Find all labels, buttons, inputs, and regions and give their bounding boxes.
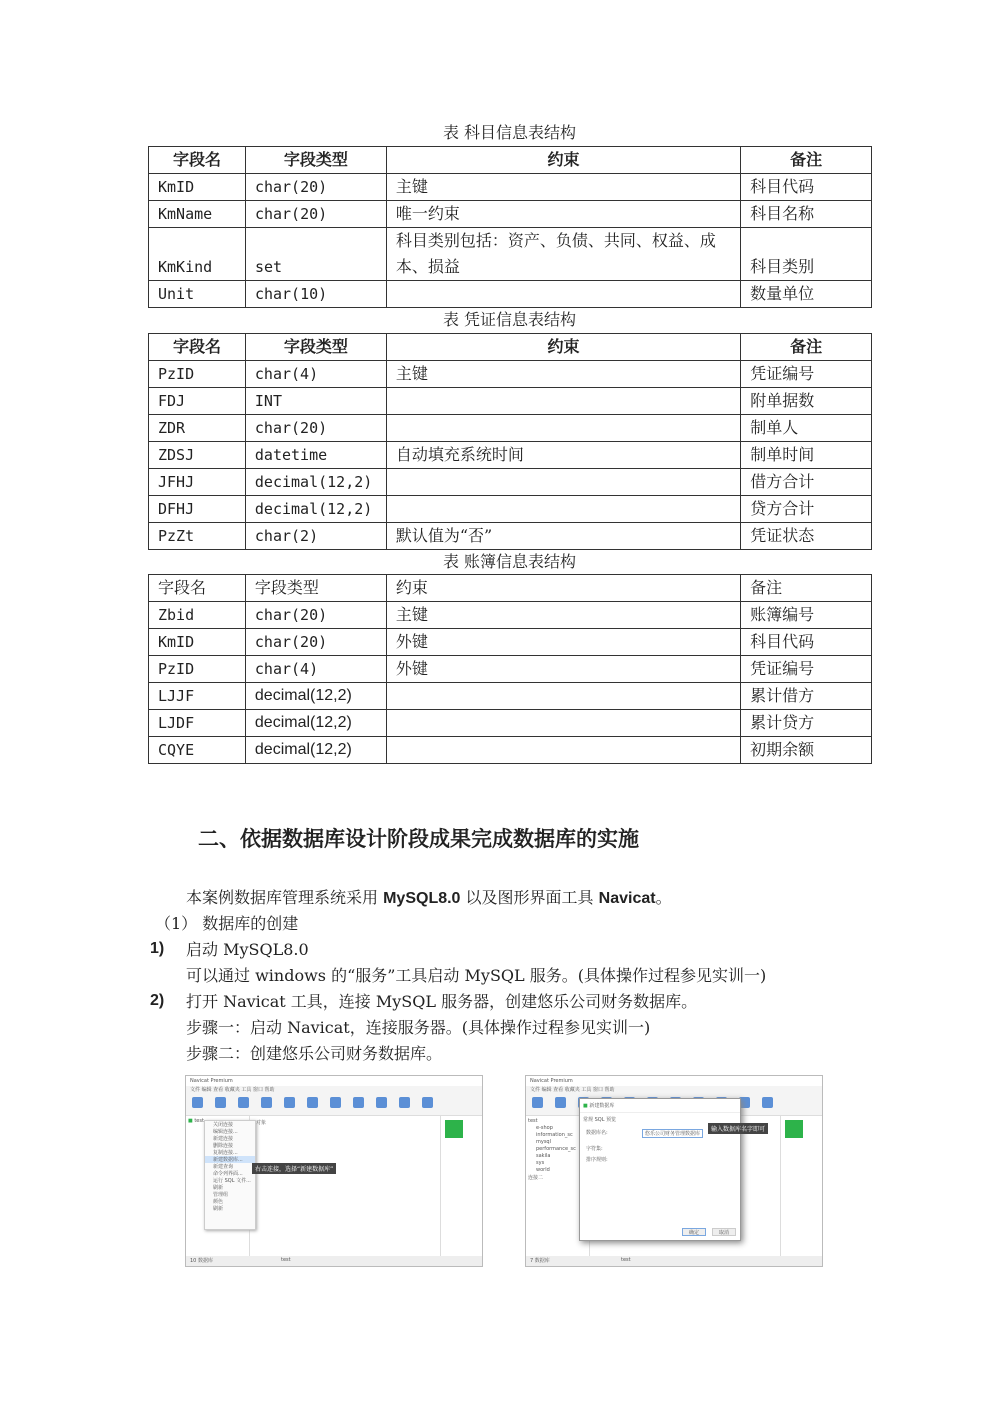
- table-row: [149, 281, 872, 308]
- table-cell: [386, 683, 740, 710]
- table-cell: LJDF: [149, 710, 246, 737]
- info-panel: [440, 1116, 482, 1256]
- table-cell: decimal(12,2): [245, 737, 386, 764]
- context-menu: [204, 1120, 256, 1230]
- table-cell: Unit: [149, 281, 246, 308]
- table-cell: char(20): [245, 415, 386, 442]
- toolbar: [186, 1094, 482, 1116]
- table-cell: PzID: [149, 361, 246, 388]
- table-row: [149, 629, 872, 656]
- table-cell: KmKind: [149, 228, 246, 281]
- table-cell: PzID: [149, 656, 246, 683]
- mysql-logo: [445, 1120, 463, 1138]
- table-cell: set: [245, 228, 386, 281]
- context-menu-item[interactable]: 删除连接: [213, 1143, 234, 1149]
- window-title: Navicat Premium: [530, 1078, 573, 1084]
- object-tab: 对象: [256, 1120, 267, 1126]
- context-menu-item[interactable]: 关闭连接: [213, 1122, 234, 1128]
- table-cell: decimal(12,2): [245, 469, 386, 496]
- context-menu-item[interactable]: 复制连接...: [213, 1150, 238, 1156]
- header-row: [149, 334, 872, 361]
- item-number: 1): [150, 940, 165, 957]
- step-2: 打开 Navicat 工具，连接 MySQL 服务器，创建悠乐公司财务数据库。: [186, 992, 698, 1011]
- navicat-screenshot-1: [185, 1075, 483, 1267]
- table-cell: INT: [245, 388, 386, 415]
- cancel-button[interactable]: 取消: [712, 1228, 736, 1236]
- table-cell: 账簿编号: [741, 602, 872, 629]
- context-menu-item[interactable]: 新建查询: [213, 1164, 234, 1170]
- tree-item[interactable]: world: [536, 1167, 550, 1173]
- table-row: [149, 388, 872, 415]
- callout: 右击连接，选择“新建数据库”: [252, 1163, 336, 1174]
- table-cell: [386, 496, 740, 523]
- context-menu-item[interactable]: 刷新: [213, 1206, 224, 1212]
- table-cell: ZDSJ: [149, 442, 246, 469]
- table-cell: char(4): [245, 656, 386, 683]
- column-header: 字段名: [149, 147, 246, 174]
- tree-item[interactable]: sys: [536, 1160, 545, 1166]
- header-row: [149, 147, 872, 174]
- table-cell: [386, 415, 740, 442]
- callout: 输入数据库名字即可: [708, 1123, 768, 1134]
- table-cell: 主键: [386, 361, 740, 388]
- table-cell: char(20): [245, 629, 386, 656]
- table-cell: decimal(12,2): [245, 710, 386, 737]
- table-cell: KmName: [149, 201, 246, 228]
- info-panel: [780, 1116, 822, 1256]
- tree-item[interactable]: test: [528, 1118, 538, 1124]
- context-menu-item[interactable]: 颜色: [213, 1199, 224, 1205]
- column-header: 备注: [741, 147, 872, 174]
- tree-item[interactable]: e-shop: [536, 1125, 553, 1131]
- connection-tree: ■ test: [186, 1116, 250, 1256]
- tree-item[interactable]: performance_sc: [536, 1146, 576, 1152]
- tree-item[interactable]: information_sc: [536, 1132, 573, 1138]
- status-conn: test: [281, 1257, 291, 1263]
- table-cell: 自动填充系统时间: [386, 442, 740, 469]
- column-header: 约束: [386, 147, 740, 174]
- table-cell: 外键: [386, 629, 740, 656]
- column-header: 约束: [386, 575, 740, 602]
- table-cell: ZDR: [149, 415, 246, 442]
- table-cell: 科目代码: [741, 174, 872, 201]
- context-menu-item[interactable]: 刷新: [213, 1185, 224, 1191]
- menu-bar: 文件 编辑 查看 收藏夹 工具 窗口 帮助: [526, 1086, 822, 1094]
- table-cell: [386, 710, 740, 737]
- table-row: [149, 201, 872, 228]
- context-menu-item[interactable]: 管理组: [213, 1192, 229, 1198]
- table-cell: 科目类别包括：资产、负债、共同、权益、成本、损益: [386, 228, 740, 281]
- table-cell: LJJF: [149, 683, 246, 710]
- table-row: [149, 523, 872, 550]
- tree-item[interactable]: 连接二: [528, 1175, 544, 1181]
- table-cell: CQYE: [149, 737, 246, 764]
- column-header: 字段类型: [245, 334, 386, 361]
- table-cell: 凭证编号: [741, 361, 872, 388]
- table-row: [149, 602, 872, 629]
- table-row: [149, 174, 872, 201]
- status-text: 10 数据库: [190, 1258, 213, 1264]
- context-menu-item[interactable]: 命令列界面...: [213, 1171, 243, 1177]
- table-row: [149, 710, 872, 737]
- table-cell: char(4): [245, 361, 386, 388]
- context-menu-item[interactable]: 新建数据库...: [205, 1156, 255, 1163]
- substep-1: 步骤一：启动 Navicat，连接服务器。(具体操作过程参见实训一): [186, 1018, 651, 1037]
- table-cell: FDJ: [149, 388, 246, 415]
- column-header: 备注: [741, 575, 872, 602]
- table-cell: char(20): [245, 174, 386, 201]
- table-cell: 凭证编号: [741, 656, 872, 683]
- context-menu-item[interactable]: 新建连接: [213, 1136, 234, 1142]
- table-cell: 数量单位: [741, 281, 872, 308]
- table-cell: KmID: [149, 174, 246, 201]
- table-cell: 主键: [386, 602, 740, 629]
- table-cell: 初期余额: [741, 737, 872, 764]
- mysql-logo: [785, 1120, 803, 1138]
- tree-item[interactable]: sakila: [536, 1153, 551, 1159]
- new-database-dialog: ■ 新建数据库 常规 SQL 预览 数据库名: 悠乐公司财务管理数据库 字符集: 排序规则: 确定 取消: [579, 1098, 741, 1241]
- context-menu-item[interactable]: 编辑连接...: [213, 1129, 238, 1135]
- table-cell: Zbid: [149, 602, 246, 629]
- table-row: [149, 469, 872, 496]
- table-cell: JFHJ: [149, 469, 246, 496]
- table-cell: PzZt: [149, 523, 246, 550]
- table-cell: 唯一约束: [386, 201, 740, 228]
- pingzheng-table: [148, 333, 872, 550]
- table-row: [149, 737, 872, 764]
- column-header: 字段名: [149, 575, 246, 602]
- table-cell: char(20): [245, 602, 386, 629]
- ok-button[interactable]: 确定: [682, 1228, 706, 1236]
- column-header: 字段类型: [245, 575, 386, 602]
- column-header: 字段名: [149, 334, 246, 361]
- status-text: 7 数据库: [530, 1258, 550, 1264]
- column-header: 字段类型: [245, 147, 386, 174]
- table-cell: DFHJ: [149, 496, 246, 523]
- table-cell: 科目类别: [741, 228, 872, 281]
- kemu-table: [148, 146, 872, 308]
- zhangbu-table: [148, 574, 872, 764]
- table-row: [149, 683, 872, 710]
- intro: 本案例数据库管理系统采用 MySQL8.0 以及图形界面工具 Navicat。: [186, 888, 672, 907]
- item-number: 2): [150, 992, 165, 1009]
- column-header: 约束: [386, 334, 740, 361]
- window-title: Navicat Premium: [190, 1078, 233, 1084]
- menu-bar: 文件 编辑 查看 收藏夹 工具 窗口 帮助: [186, 1086, 482, 1094]
- context-menu-item[interactable]: 运行 SQL 文件...: [213, 1178, 251, 1184]
- column-header: 备注: [741, 334, 872, 361]
- table-row: [149, 415, 872, 442]
- table-cell: decimal(12,2): [245, 683, 386, 710]
- table-caption: 表 科目信息表结构: [442, 123, 577, 142]
- status-conn: test: [621, 1257, 631, 1263]
- table-row: [149, 442, 872, 469]
- table-cell: char(10): [245, 281, 386, 308]
- table-row: [149, 228, 872, 281]
- table-cell: [386, 388, 740, 415]
- table-cell: 凭证状态: [741, 523, 872, 550]
- table-cell: char(2): [245, 523, 386, 550]
- table-cell: 制单人: [741, 415, 872, 442]
- substep-2: 步骤二：创建悠乐公司财务数据库。: [186, 1044, 443, 1063]
- table-cell: 主键: [386, 174, 740, 201]
- table-cell: 借方合计: [741, 469, 872, 496]
- sub-heading: （1） 数据库的创建: [155, 914, 299, 933]
- table-cell: char(20): [245, 201, 386, 228]
- table-cell: 外键: [386, 656, 740, 683]
- table-cell: datetime: [245, 442, 386, 469]
- dialog-tabs[interactable]: 常规 SQL 预览: [583, 1117, 617, 1123]
- table-cell: [386, 281, 740, 308]
- db-name-input[interactable]: 悠乐公司财务管理数据库: [642, 1129, 703, 1138]
- table-cell: [386, 737, 740, 764]
- table-cell: [386, 469, 740, 496]
- table-cell: 制单时间: [741, 442, 872, 469]
- navicat-screenshot-2: [525, 1075, 823, 1267]
- table-caption: 表 账簿信息表结构: [442, 552, 577, 571]
- table-cell: KmID: [149, 629, 246, 656]
- table-cell: 贷方合计: [741, 496, 872, 523]
- table-cell: 累计贷方: [741, 710, 872, 737]
- step-1: 启动 MySQL8.0: [186, 940, 309, 959]
- table-caption: 表 凭证信息表结构: [442, 310, 577, 329]
- tree-item[interactable]: mysql: [536, 1139, 551, 1145]
- table-cell: 附单据数: [741, 388, 872, 415]
- table-cell: 科目代码: [741, 629, 872, 656]
- table-row: [149, 656, 872, 683]
- step-1-desc: 可以通过 windows 的“服务”工具启动 MySQL 服务。(具体操作过程参见实训一): [186, 966, 767, 985]
- table-row: [149, 496, 872, 523]
- header-row: [149, 575, 872, 602]
- section-heading: 二、依据数据库设计阶段成果完成数据库的实施: [198, 827, 639, 851]
- table-row: [149, 361, 872, 388]
- table-cell: decimal(12,2): [245, 496, 386, 523]
- table-cell: 默认值为“否”: [386, 523, 740, 550]
- table-cell: 累计借方: [741, 683, 872, 710]
- table-cell: 科目名称: [741, 201, 872, 228]
